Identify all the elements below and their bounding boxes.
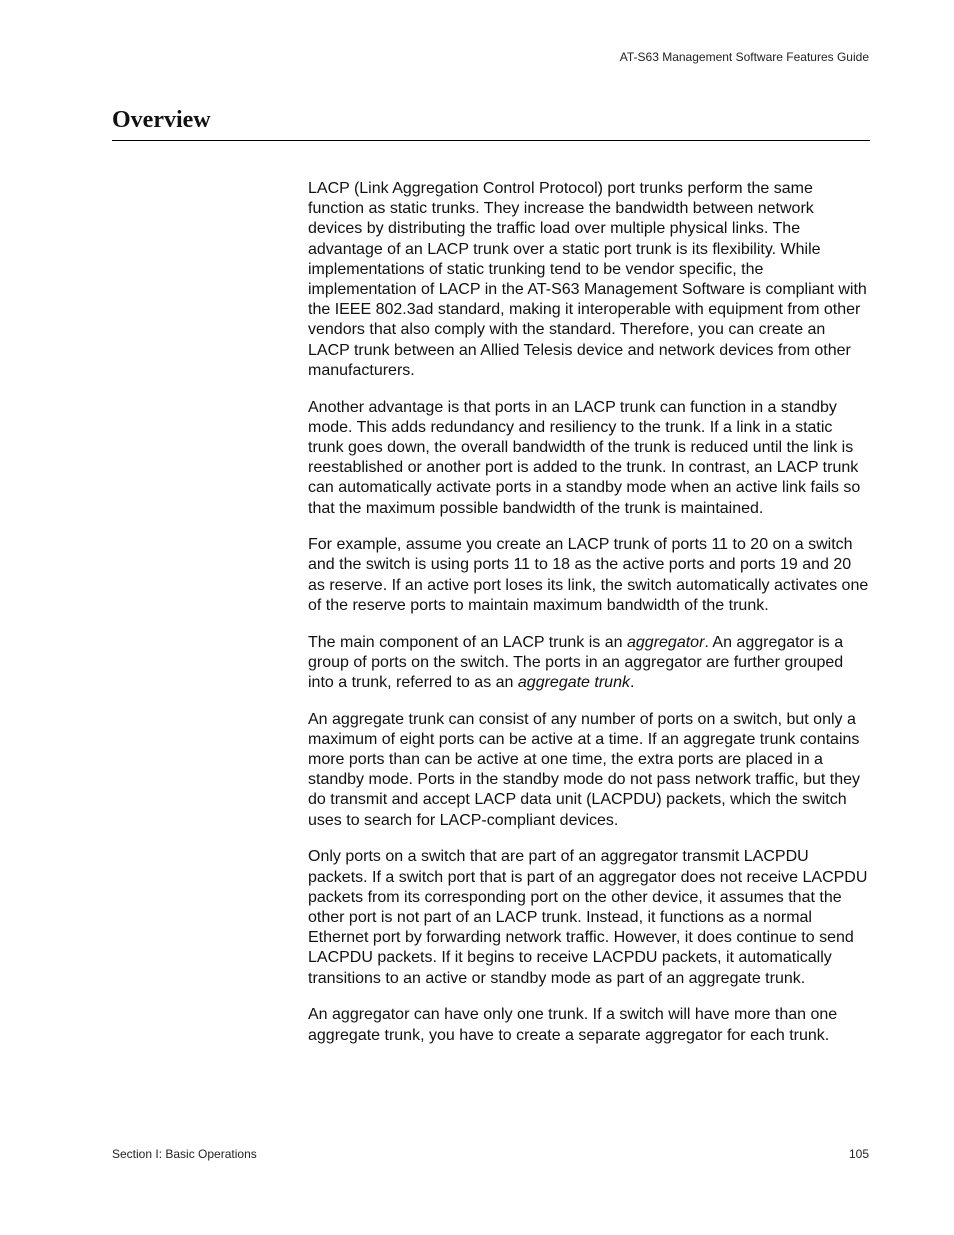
paragraph-lacp-intro: LACP (Link Aggregation Control Protocol) port trunks perform the same function as static trunks. They increase the bandwidth between network devices by distributing the traffic load over multiple physical links. The advantage of an LACP trunk over a static port trunk is its flexibility. While implementations of static trunking tend to be vendor specific, the implementation of LACP in the AT-S63 Management Software is compliant with the IEEE 802.3ad standard, making it interoperable with equipment from other vendors that also comply with the standard. Therefore, you can create an LACP trunk between an Allied Telesis device and network devices from other manufacturers.: [308, 180, 867, 379]
body-text: [308, 179, 870, 1062]
paragraph-standby-advantage: Another advantage is that ports in an LACP trunk can function in a standby mode. This adds redundancy and resiliency to the trunk. If a link in a static trunk goes down, the overall bandwidth of the trunk is reduced until the link is reestablished or another port is added to the trunk. In contrast, an LACP trunk can automatically activate ports in a standby mode when an active link fails so that the maximum possible bandwidth of the trunk is maintained.: [308, 398, 861, 517]
aggregate-trunk-term: aggregate trunk: [517, 673, 630, 691]
aggregator-text-b: . An aggregator is a group of ports on the switch. The ports in an aggregator are further grouped into a trunk, referred to as an: [308, 633, 844, 691]
footer-section-label: Section I: Basic Operations: [112, 1147, 257, 1161]
paragraph-example: For example, assume you create an LACP trunk of ports 11 to 20 on a switch and the switch is using ports 11 to 18 as the active ports and ports 19 and 20 as reserve. If an active port loses its link, the switch automatically activates one of the reserve ports to maintain maximum bandwidth of the trunk.: [308, 536, 869, 614]
paragraph-aggregate-trunk-ports: An aggregate trunk can consist of any number of ports on a switch, but only a maximum of eight ports can be active at a time. If an aggregate trunk contains more ports than can be active at one time, the extra ports are placed in a standby mode. Ports in the standby mode do not pass network traffic, but they do transmit and accept LACP data unit (LACPDU) packets, which the switch uses to search for LACP-compliant devices.: [308, 710, 861, 829]
aggregator-text-a: The main component of an LACP trunk is an: [308, 633, 627, 651]
running-header: AT-S63 Management Software Features Guide: [619, 50, 869, 64]
paragraph-aggregator-definition: [308, 633, 870, 694]
section-title: Overview: [112, 107, 211, 133]
footer-page-number: 105: [848, 1147, 869, 1161]
title-rule: [112, 140, 870, 141]
aggregator-text-c: .: [629, 673, 635, 691]
aggregator-term: aggregator: [627, 633, 705, 651]
paragraph-one-trunk: An aggregator can have only one trunk. If a switch will have more than one aggregate trunk, you have to create a separate aggregator for each trunk.: [308, 1006, 838, 1044]
paragraph-lacpdu-packets: Only ports on a switch that are part of an aggregator transmit LACPDU packets. If a switch port that is part of an aggregator does not receive LACPDU packets from its corresponding port on the other device, it assumes that the other port is not part of an LACP trunk. Instead, it functions as a normal Ethernet port by forwarding network traffic. However, it does continue to send LACPDU packets. If it begins to receive LACPDU packets, it automatically transitions to an active or standby mode as part of an aggregate trunk.: [308, 848, 868, 987]
